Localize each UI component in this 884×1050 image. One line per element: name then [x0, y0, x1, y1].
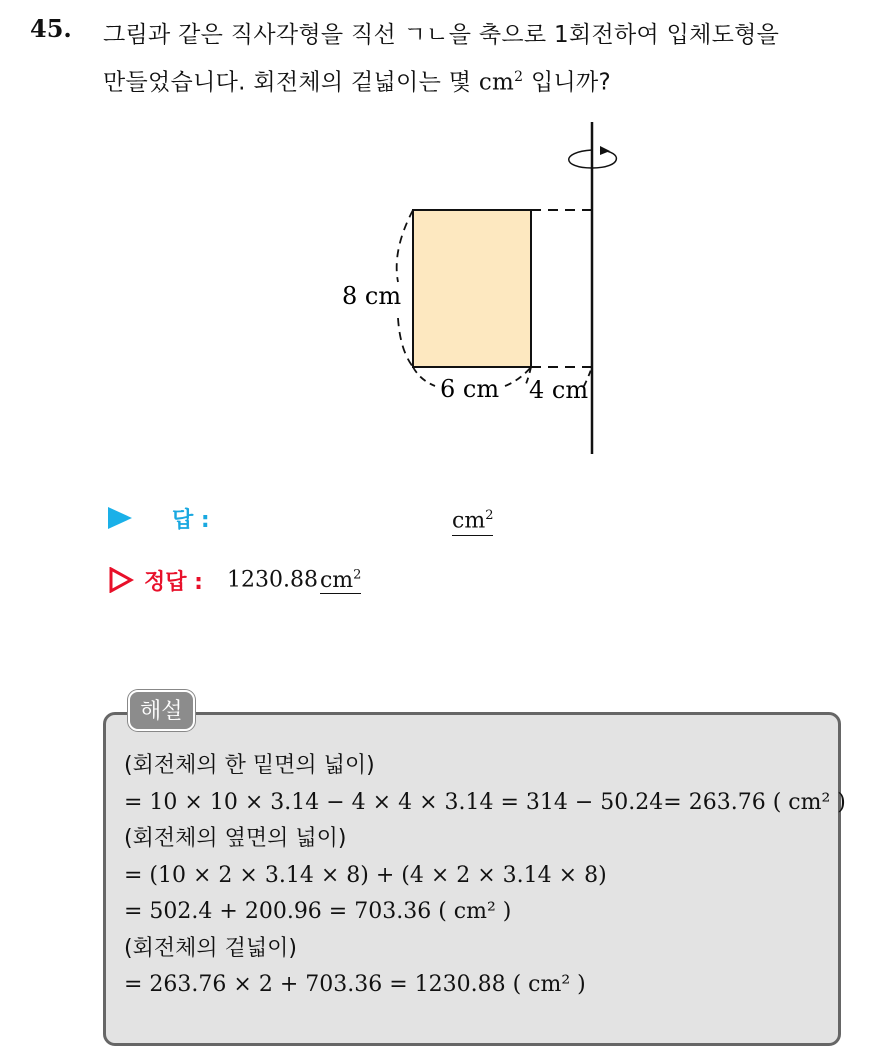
- answer-label: 답 :: [172, 507, 210, 533]
- rectangle-shape: [413, 210, 531, 367]
- correct-unit-exponent: 2: [353, 567, 362, 583]
- solution-line: = 502.4 + 200.96 = 703.36 ( cm² ): [124, 899, 512, 924]
- correct-answer-row: [108, 564, 361, 596]
- width-label: 6 cm: [440, 375, 500, 403]
- correct-label: 정답 :: [144, 569, 203, 595]
- answer-row: [108, 502, 210, 534]
- solution-line: = 263.76 × 2 + 703.36 = 1230.88 ( cm² ): [124, 972, 586, 997]
- solution-tab: 해설: [128, 690, 195, 731]
- answer-unit-exponent: 2: [485, 508, 494, 523]
- solution-line: (회전체의 한 밑면의 넓이): [124, 753, 375, 778]
- correct-unit: cm: [319, 567, 354, 593]
- correct-value: $1230.88cm^2$: [226, 567, 362, 593]
- question-number: 45.: [30, 14, 72, 43]
- solution-lines: [124, 748, 846, 1004]
- solution-line: = 10 × 10 × 3.14 − 4 × 4 × 3.14 = 314 − 50.24= 263.76 ( cm² ): [124, 789, 846, 815]
- unit-exponent: 2: [514, 69, 524, 85]
- answer-blank[interactable]: [452, 502, 493, 536]
- gap-label: 4 cm: [529, 376, 589, 404]
- solution-line: (회전체의 옆면의 넓이): [124, 826, 347, 851]
- answer-arrow-icon: [108, 507, 132, 529]
- question-line-1: 그림과 같은 직사각형을 직선 ㄱㄴ을 축으로 1회전하여 입체도형을: [103, 22, 780, 48]
- height-label: 8 cm: [342, 282, 402, 310]
- question-line-2: 만들었습니다. 회전체의 겉넓이는 몇 $cm^2$ 입니까?: [103, 69, 612, 96]
- solution-line: = (10 × 2 × 3.14 × 8) + (4 × 2 × 3.14 × 8): [124, 862, 607, 888]
- unit-cm: cm: [478, 69, 515, 96]
- answer-unit: cm: [452, 508, 486, 534]
- correct-arrow-icon: [108, 567, 134, 593]
- rotation-figure: [0, 0, 884, 480]
- solution-line: (회전체의 겉넓이): [124, 935, 297, 961]
